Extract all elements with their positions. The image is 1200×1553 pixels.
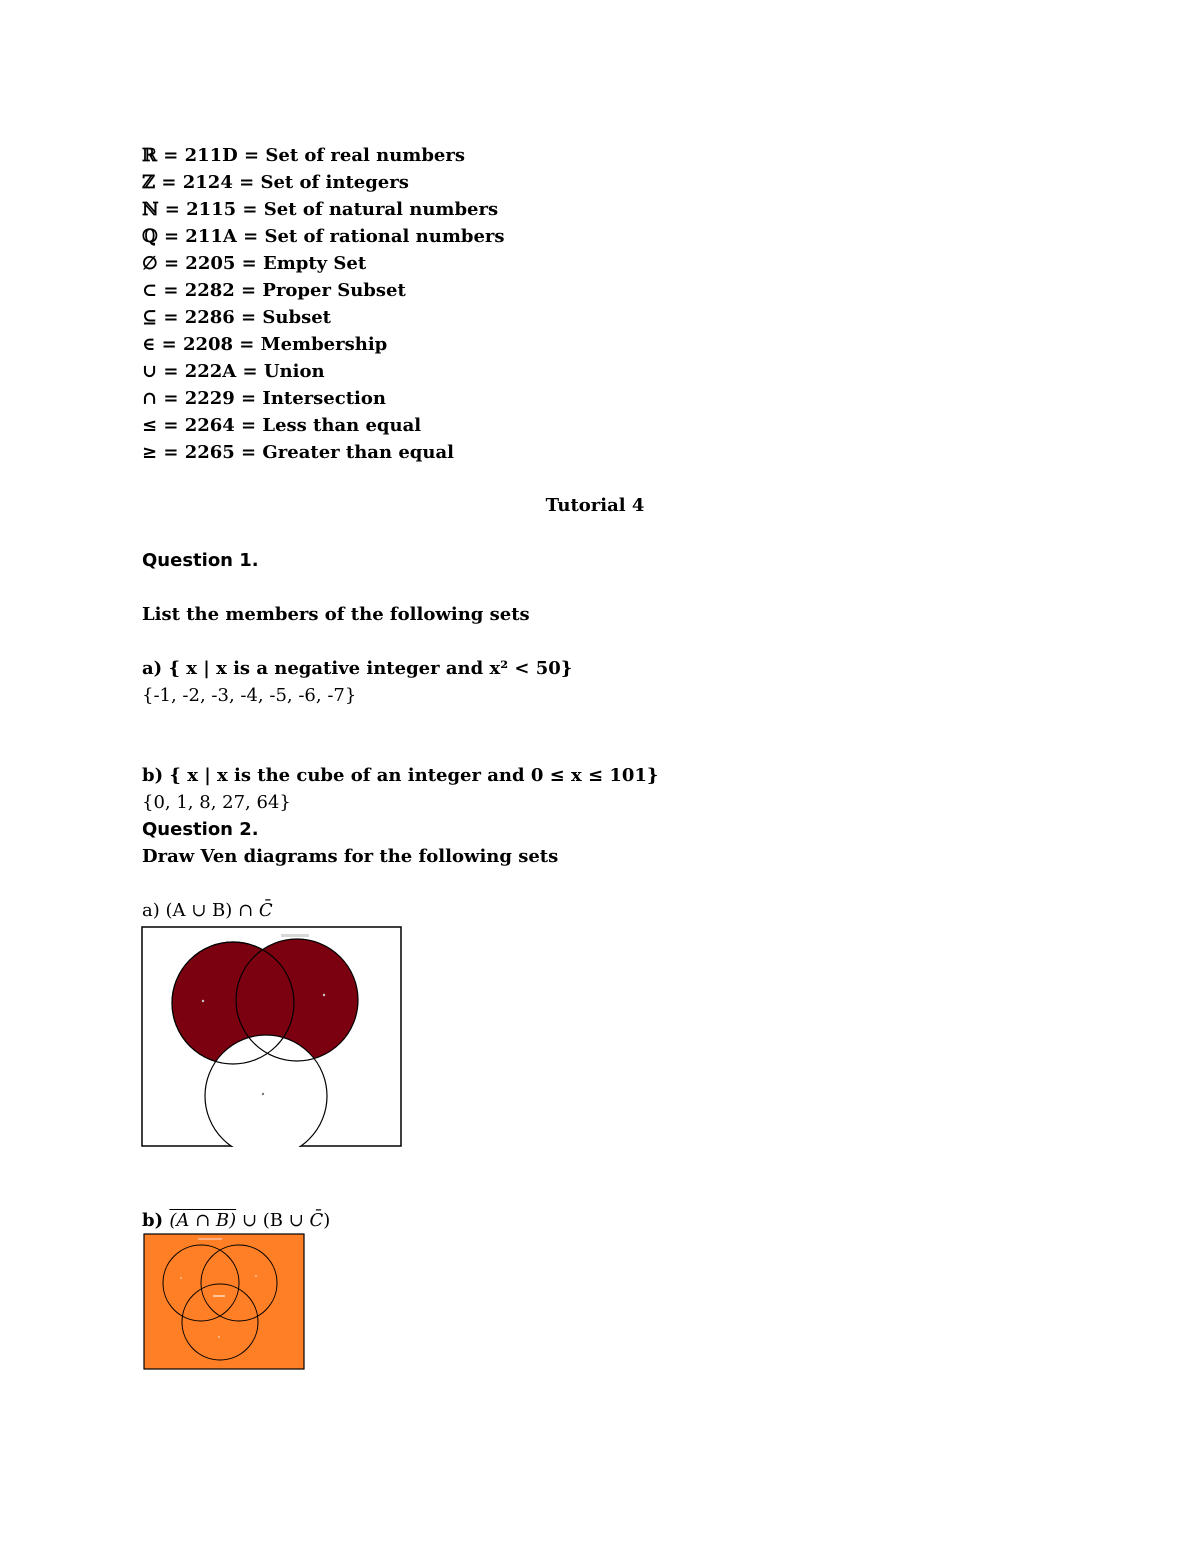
symbol-subset: ⊆ = 2286 = Subset (142, 307, 331, 328)
symbol-greater-equal: ≥ = 2265 = Greater than equal (142, 442, 454, 463)
symbol-membership: ∈ = 2208 = Membership (142, 334, 388, 355)
symbol-real: ℝ = 211D = Set of real numbers (142, 145, 465, 166)
diagram-b-label-c-dot (218, 1336, 220, 1338)
question-2b-complement-c: C̄ (309, 1210, 324, 1231)
diagram-b-label-a-dot (180, 1277, 182, 1279)
symbol-less-equal: ≤ = 2264 = Less than equal (142, 415, 422, 436)
symbol-empty-set: ∅ = 2205 = Empty Set (142, 253, 367, 274)
question-2b-label (142, 1210, 330, 1232)
diagram-a-set-c (205, 1035, 327, 1147)
question-2-instruction: Draw Ven diagrams for the following sets (142, 846, 559, 867)
diagram-a-label-a-dot (202, 1000, 204, 1002)
page-title: Tutorial 4 (545, 495, 645, 516)
venn-diagram-a (141, 926, 402, 1147)
symbol-intersection: ∩ = 2229 = Intersection (142, 388, 386, 409)
question-1-heading: Question 1. (142, 550, 259, 571)
venn-diagram-b (143, 1233, 305, 1370)
diagram-a-caption-mark (281, 934, 309, 937)
question-2a-prefix: a) (A ∪ B) ∩ (142, 900, 259, 921)
diagram-a-label-c-dot (262, 1093, 264, 1095)
diagram-b-caption-mark (198, 1238, 222, 1240)
question-1-instruction: List the members of the following sets (142, 604, 530, 625)
question-1b-label: b) { x | x is the cube of an integer and 0 ≤ x ≤ 101} (142, 765, 659, 786)
question-2b-complement-intersection: (A ∩ B) (169, 1210, 237, 1231)
question-1a-answer: {-1, -2, -3, -4, -5, -6, -7} (142, 685, 357, 706)
question-2a-complement-c: C̄ (258, 900, 273, 921)
diagram-b-center-mark (213, 1295, 225, 1297)
diagram-a-label-b-dot (323, 994, 325, 996)
question-2b-prefix: b) (142, 1210, 170, 1231)
symbol-natural: ℕ = 2115 = Set of natural numbers (142, 199, 499, 220)
question-2a-label (142, 900, 273, 922)
question-1a-label: a) { x | x is a negative integer and x² < 50} (142, 658, 573, 679)
question-2b-close: ) (323, 1210, 331, 1231)
question-2b-suffix: ∪ (B ∪ (236, 1210, 310, 1231)
symbol-rational: ℚ = 211A = Set of rational numbers (142, 226, 505, 247)
question-2-heading: Question 2. (142, 819, 259, 840)
symbol-proper-subset: ⊂ = 2282 = Proper Subset (142, 280, 406, 301)
diagram-b-label-b-dot (255, 1275, 257, 1277)
question-1b-answer: {0, 1, 8, 27, 64} (142, 792, 291, 813)
symbol-integers: ℤ = 2124 = Set of integers (142, 172, 409, 193)
symbol-union: ∪ = 222A = Union (142, 361, 325, 382)
